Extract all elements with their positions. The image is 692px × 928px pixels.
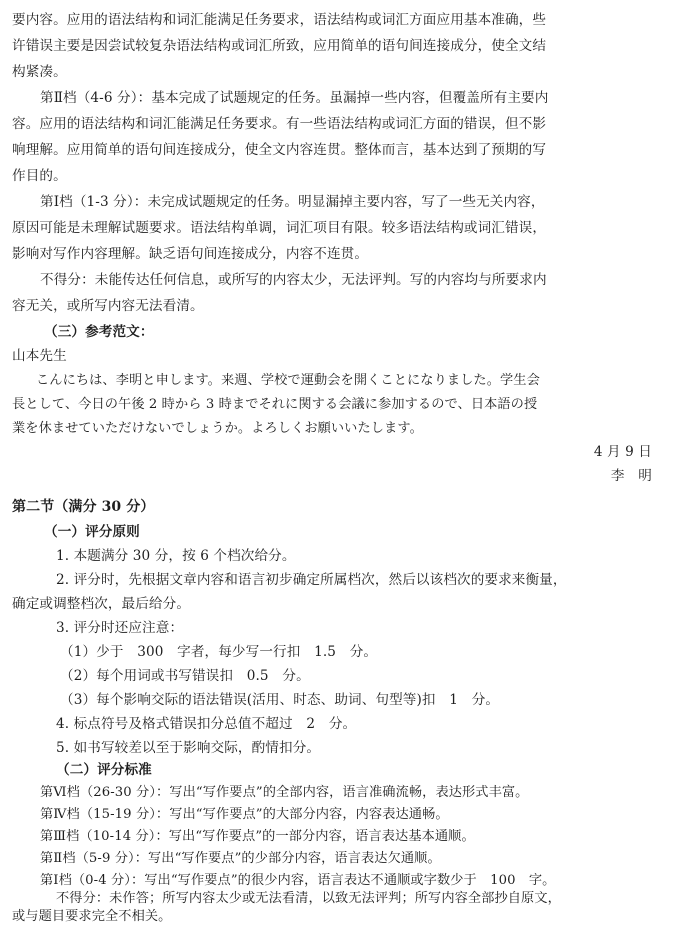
sample-heading: （三）参考范文： <box>44 324 154 340</box>
principle-item: 2. 评分时，先根据文章内容和语言初步确定所属档次，然后以该档次的要求来衡量， <box>56 572 567 588</box>
section-title: 第二节（满分 30 分） <box>12 499 155 515</box>
paragraph-line: 容无关，或所写内容无法看清。 <box>12 298 204 314</box>
principle-item: 1. 本题满分 30 分，按 6 个档次给分。 <box>56 548 296 564</box>
sample-body-line: 業を休ませていただけないでしょうか。よろしくお願いいたします。 <box>12 421 423 436</box>
paragraph-line: 要内容。应用的语法结构和词汇能满足任务要求，语法结构或词汇方面应用基本准确，些 <box>12 12 547 28</box>
standards-heading: （二）评分标准 <box>56 762 152 778</box>
paragraph-line: 影响对写作内容理解。缺乏语句间连接成分，内容不连贯。 <box>12 246 369 262</box>
standard-item: 第Ⅳ档（15-19 分）：写出“写作要点”的大部分内容，内容表达通畅。 <box>40 807 449 822</box>
paragraph-line: 许错误主要是因尝试较复杂语法结构或词汇所致，应用简单的语句间连接成分，使全文结 <box>12 38 547 54</box>
principle-item: 确定或调整档次，最后给分。 <box>12 596 191 612</box>
paragraph-line: 第Ⅱ档（4-6 分）：基本完成了试题规定的任务。虽漏掉一些内容，但覆盖所有主要内 <box>40 90 549 106</box>
standard-item: 或与题目要求完全不相关。 <box>12 909 172 924</box>
sample-date: 4 月 9 日 <box>593 444 652 460</box>
principles-heading: （一）评分原则 <box>44 524 140 540</box>
principle-item: （1）少于 300 字者，每少写一行扣 1.5 分。 <box>60 644 378 660</box>
sample-body-line: 長として、今日の午後 2 時から 3 時までそれに関する会議に参加するので、日本語の授 <box>12 397 538 412</box>
standard-item: 不得分：未作答；所写内容太少或无法看清，以致无法评判；所写内容全部抄自原文， <box>56 891 561 906</box>
paragraph-line: 容。应用的语法结构和词汇能满足任务要求。有一些语法结构或词汇方面的错误，但不影 <box>12 116 547 132</box>
standard-item: 第Ⅰ档（0-4 分）：写出“写作要点”的很少内容，语言表达不通顺或字数少于 100 字。 <box>40 873 556 888</box>
paragraph-line: 作目的。 <box>12 168 67 184</box>
principle-item: 4. 标点符号及格式错误扣分总值不超过 2 分。 <box>56 716 357 732</box>
sample-signature: 李 明 <box>610 468 652 484</box>
principle-item: 3. 评分时还应注意： <box>56 620 184 636</box>
principle-item: （2）每个用词或书写错误扣 0.5 分。 <box>60 668 310 684</box>
standard-item: 第Ⅵ档（26-30 分）：写出“写作要点”的全部内容，语言准确流畅，表达形式丰富。 <box>40 785 529 800</box>
paragraph-line: 第Ⅰ档（1-3 分）：未完成试题规定的任务。明显漏掉主要内容，写了一些无关内容， <box>40 194 545 210</box>
paragraph-line: 原因可能是未理解试题要求。语法结构单调，词汇项目有限。较多语法结构或词汇错误， <box>12 220 547 236</box>
principle-item: 5. 如书写较差以至于影响交际，酌情扣分。 <box>56 740 321 756</box>
paragraph-line: 不得分：未能传达任何信息，或所写的内容太少，无法评判。写的内容均与所要求内 <box>40 272 547 288</box>
sample-salutation: 山本先生 <box>12 348 67 364</box>
standard-item: 第Ⅲ档（10-14 分）：写出“写作要点”的一部分内容，语言表达基本通顺。 <box>40 829 475 844</box>
principle-item: （3）每个影响交际的语法错误(活用、时态、助词、句型等)扣 1 分。 <box>60 692 500 708</box>
standard-item: 第Ⅱ档（5-9 分）：写出“写作要点”的少部分内容，语言表达欠通顺。 <box>40 851 441 866</box>
paragraph-line: 响理解。应用简单的语句间连接成分，使全文内容连贯。整体而言，基本达到了预期的写 <box>12 142 547 158</box>
sample-body-line: こんにちは、李明と申します。来週、学校で運動会を開くことになりました。学生会 <box>36 373 540 388</box>
paragraph-line: 构紧凑。 <box>12 64 67 80</box>
